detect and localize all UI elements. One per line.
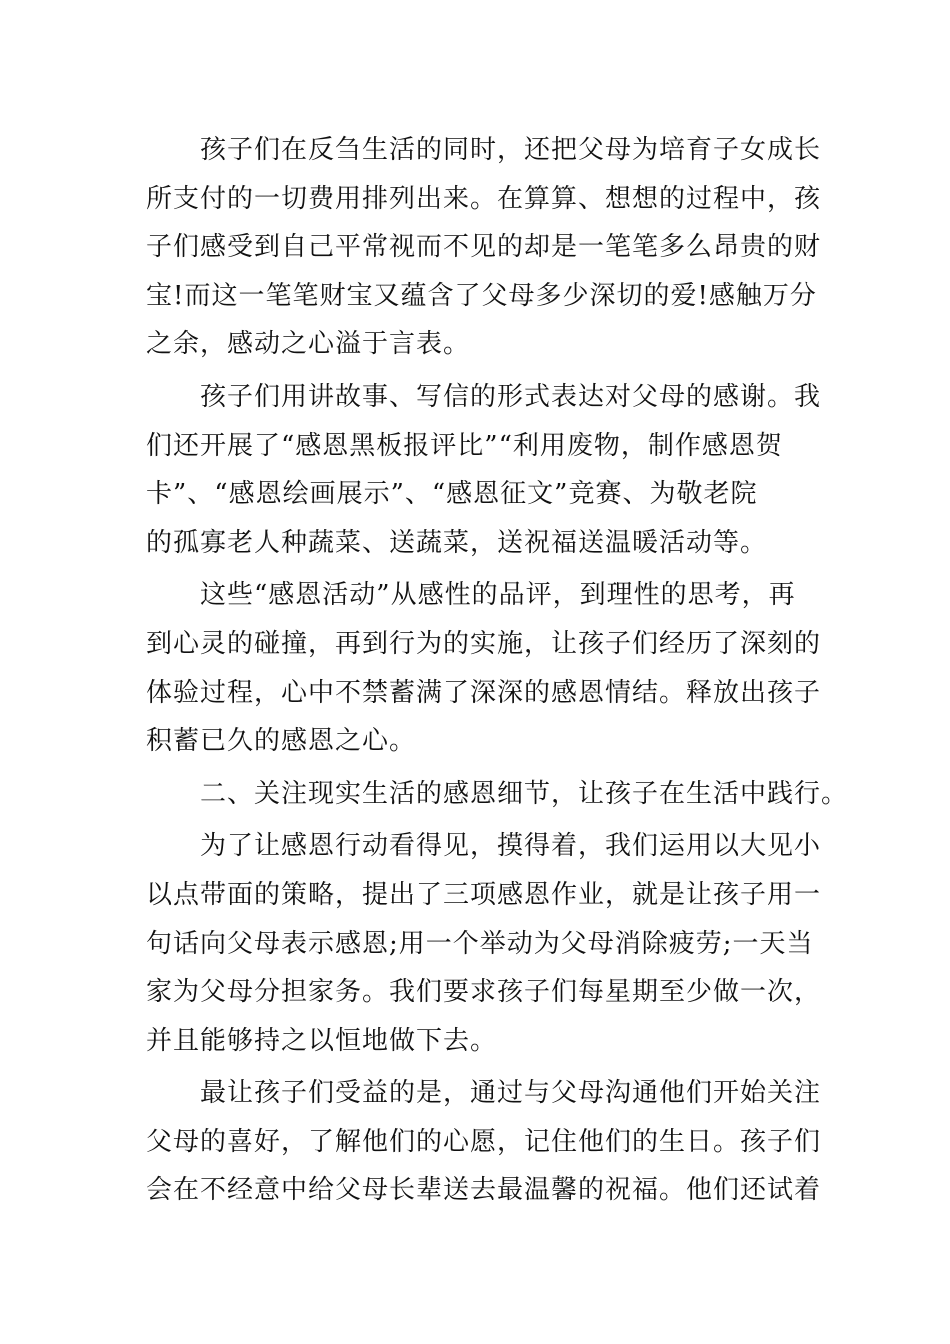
- paragraph-1: [146, 126, 822, 369]
- paragraph-5: [146, 822, 822, 1065]
- paragraph-line: 家为父母分担家务。我们要求孩子们每星期至少做一次，: [146, 977, 822, 1008]
- paragraph-line: 子们感受到自己平常视而不见的却是一笔笔多么昂贵的财: [146, 232, 822, 263]
- paragraph-3: [146, 571, 822, 765]
- paragraph-line: 这些“感恩活动”从感性的品评，到理性的思考，再: [200, 580, 796, 611]
- paragraph-line: 二、关注现实生活的感恩细节，让孩子在生活中践行。: [200, 778, 849, 809]
- paragraph-line: 宝!而这一笔笔财宝又蕴含了父母多少深切的爱!感触万分: [146, 280, 817, 311]
- paragraph-line: 体验过程，心中不禁蓄满了深深的感恩情结。释放出孩子: [146, 677, 822, 708]
- paragraph-line: 们还开展了“感恩黑板报评比”“利用废物，制作感恩贺: [146, 430, 783, 461]
- paragraph-line: 积蓄已久的感恩之心。: [146, 726, 417, 757]
- paragraph-line: 孩子们在反刍生活的同时，还把父母为培育子女成长: [200, 135, 822, 165]
- paragraph-line: 孩子们用讲故事、写信的形式表达对父母的感谢。我: [200, 381, 822, 412]
- paragraph-line: 并且能够持之以恒地做下去。: [146, 1025, 498, 1056]
- paragraph-line: 父母的喜好，了解他们的心愿，记住他们的生日。孩子们: [146, 1126, 822, 1157]
- paragraph-line: 句话向父母表示感恩;用一个举动为父母消除疲劳;一天当: [146, 928, 814, 959]
- document-body: [146, 126, 849, 1219]
- paragraph-line: 所支付的一切费用排列出来。在算算、想想的过程中，孩: [146, 183, 822, 214]
- paragraph-line: 的孤寡老人种蔬菜、送蔬菜，送祝福送温暖活动等。: [146, 527, 768, 558]
- section-heading: [146, 770, 849, 819]
- paragraph-line: 会在不经意中给父母长辈送去最温馨的祝福。他们还试着: [146, 1175, 822, 1206]
- paragraph-line: 以点带面的策略，提出了三项感恩作业，就是让孩子用一: [146, 879, 822, 910]
- paragraph-line: 最让孩子们受益的是，通过与父母沟通他们开始关注: [200, 1078, 822, 1109]
- paragraph-2: [146, 373, 822, 567]
- paragraph-line: 到心灵的碰撞，再到行为的实施，让孩子们经历了深刻的: [146, 628, 822, 659]
- paragraph-6: [146, 1069, 822, 1215]
- paragraph-line: 卡”、“感恩绘画展示”、“感恩征文”竞赛、为敬老院: [146, 479, 758, 510]
- paragraph-line: 为了让感恩行动看得见，摸得着，我们运用以大见小: [200, 831, 822, 862]
- paragraph-line: 之余，感动之心溢于言表。: [146, 329, 471, 360]
